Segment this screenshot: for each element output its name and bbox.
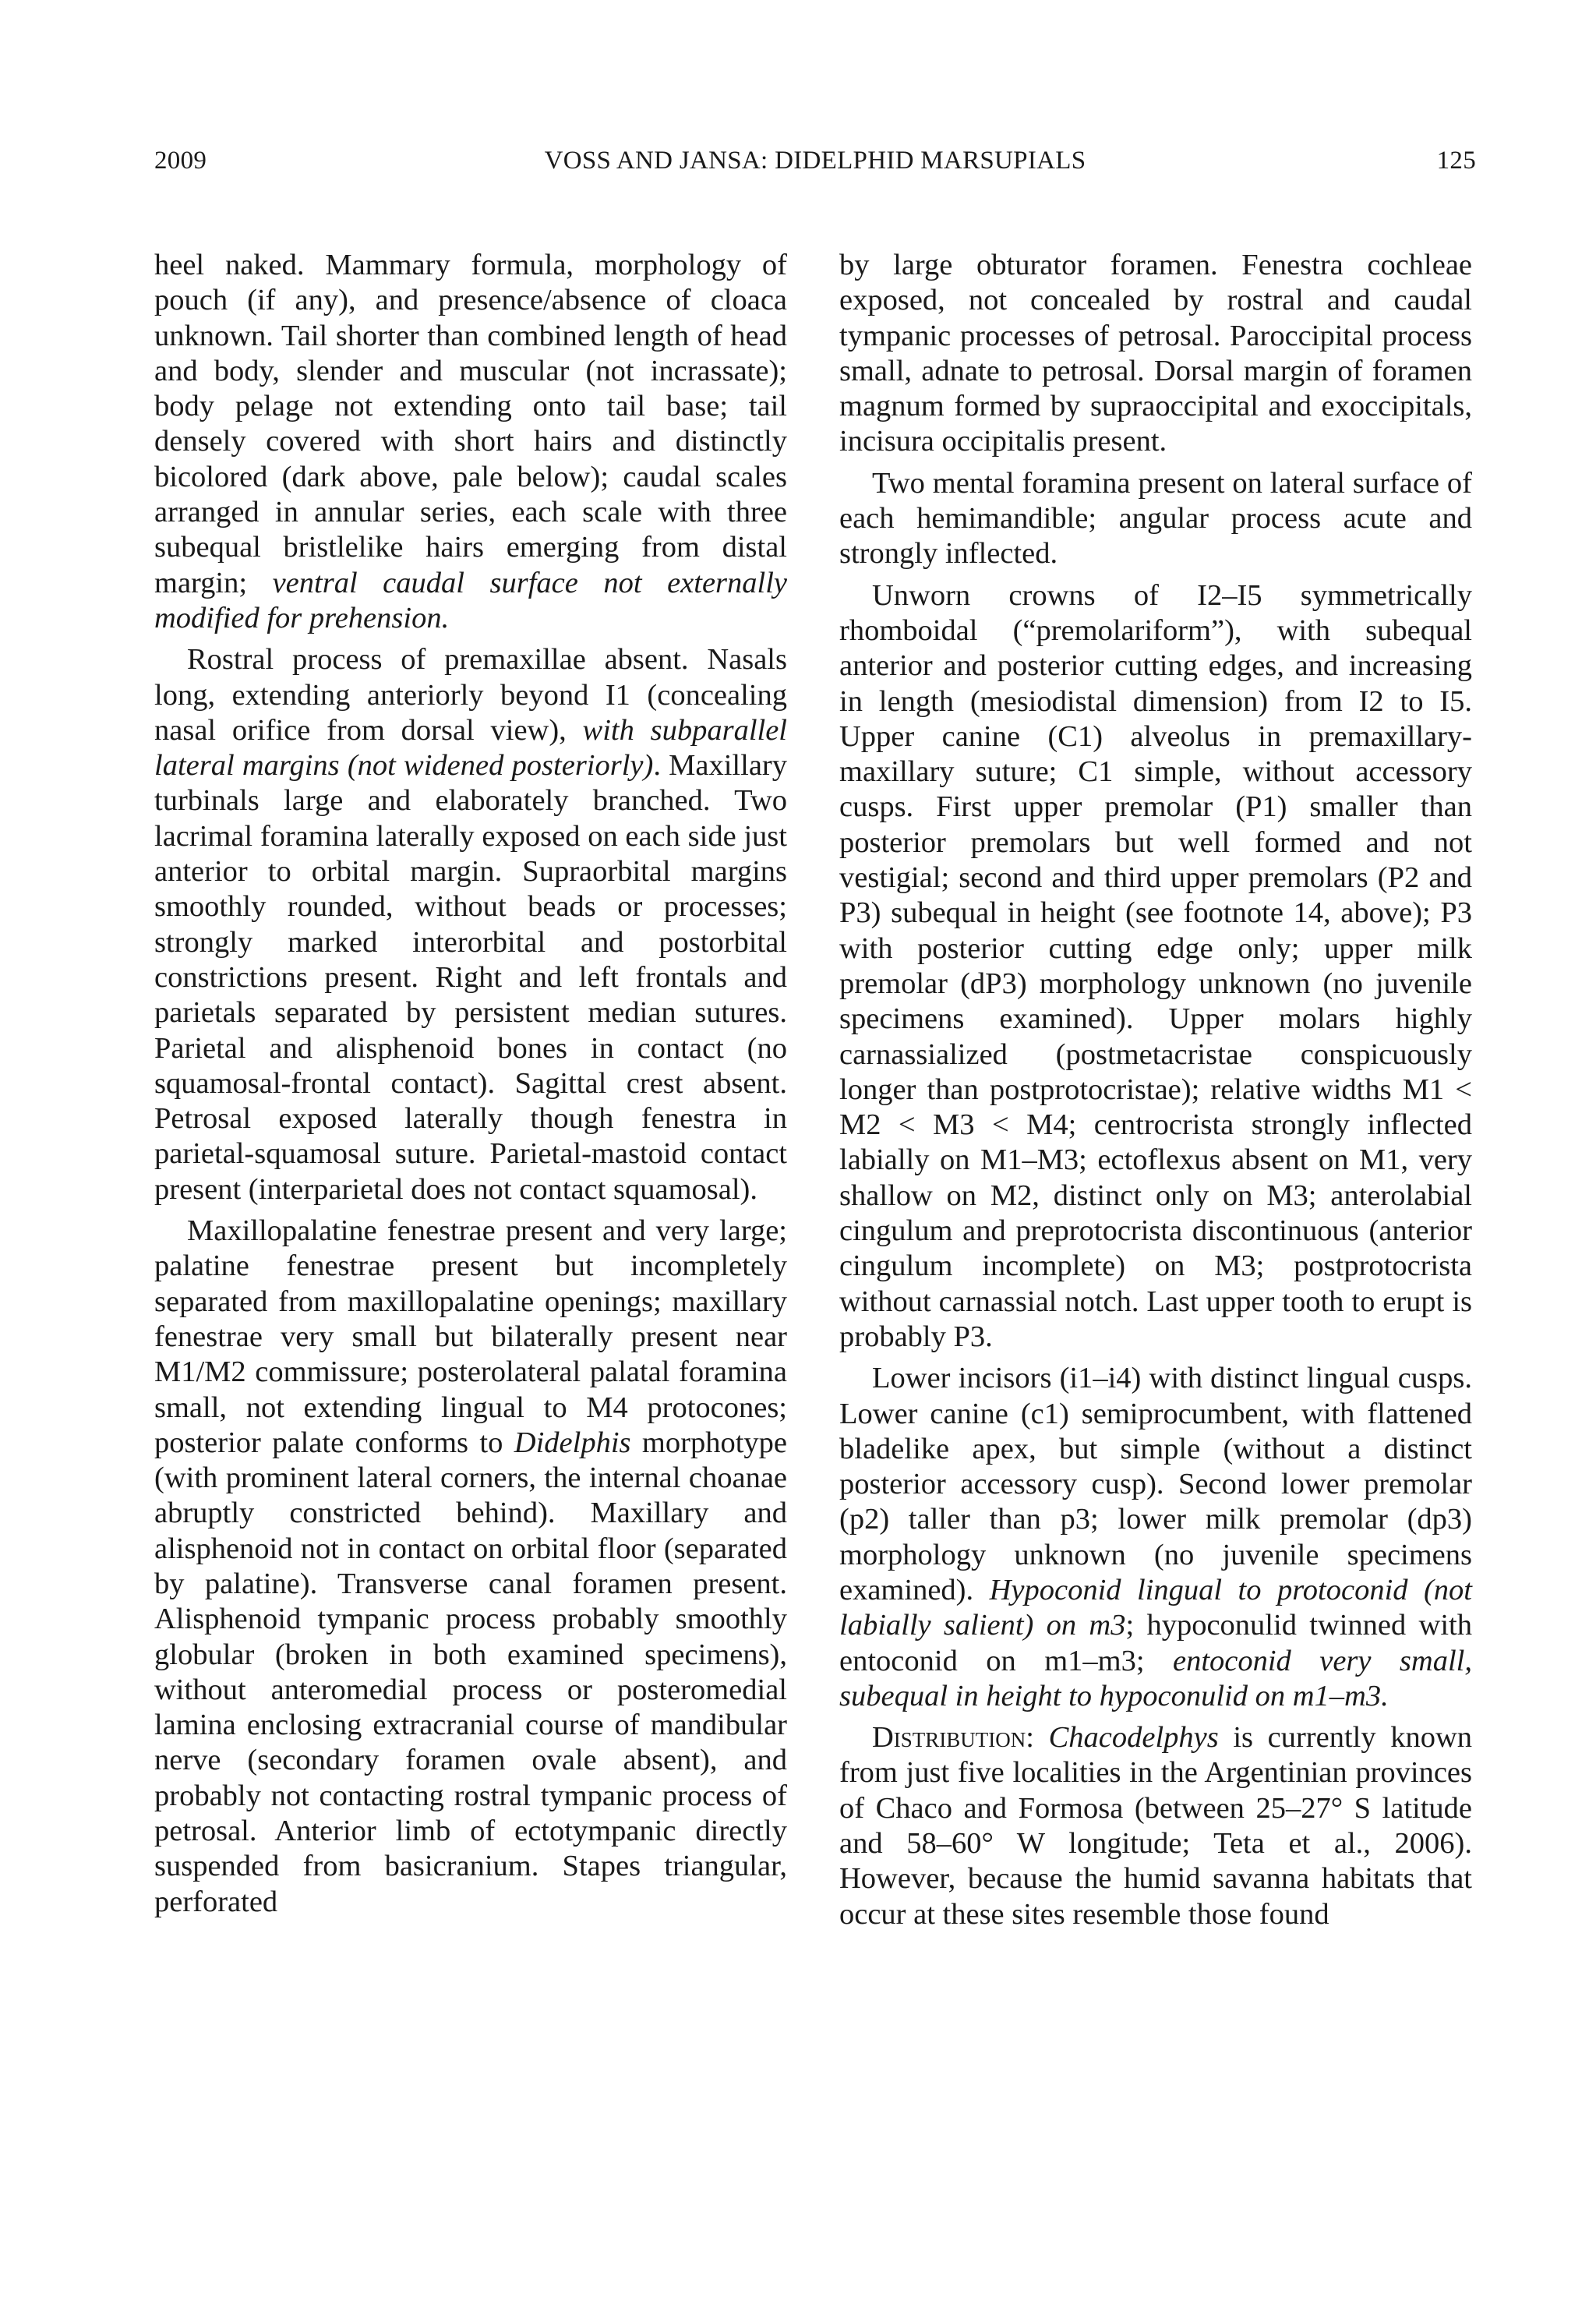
genus-name: Chacodelphys bbox=[1048, 1721, 1219, 1755]
header-year: 2009 bbox=[154, 147, 207, 175]
section-label-distribution: Distribution bbox=[872, 1721, 1026, 1755]
italic-text-run: Hypoconid lingual to protoconid (not labially salient) on m3 bbox=[839, 1573, 1473, 1642]
text-run: Lower incisors (i1–i4) with distinct lingual cusps. Lower canine (c1) semiprocumbent, with flattened bladelike apex, but simple (without a distinct posterior accessory cusp). Second lower premolar (p2) taller than p3; lower milk premolar (dp3) morphology unknown (no juvenile specimens examined). bbox=[839, 1362, 1472, 1606]
running-header bbox=[154, 147, 1476, 186]
running-title: VOSS AND JANSA: DIDELPHID MARSUPIALS bbox=[544, 147, 1086, 175]
text-run: . Maxillary turbinals large and elaborately branched. Two lacrimal foramina laterally exposed on each side just anterior to orbital margin. Supraorbital margins smoothly rounded, without beads or processes; strongly marked interorbital and postorbital constrictions present. Right and left frontals and parietals separated by persistent median sutures. Parietal and alisphenoid bones in contact (no squamosal-frontal contact). Sagittal crest absent. Petrosal exposed laterally though fenestra in parietal-squamosal suture. Parietal-mastoid contact present (interparietal does not contact squamosal). bbox=[154, 749, 787, 1206]
italic-text-run: with subparallel lateral margins (not widened posteriorly) bbox=[154, 713, 787, 783]
paragraph: Two mental foramina present on lateral surface of each hemimandible; angular process acute and strongly inflected. bbox=[839, 466, 1472, 571]
text-run: ; hypoconulid twinned with entoconid on m1–m3; bbox=[839, 1609, 1472, 1677]
italic-text-run: ventral caudal surface not externally modified for prehension. bbox=[154, 566, 788, 634]
paragraph: Unworn crowns of I2–I5 symmetrically rhomboidal (“premolariform”), with subequal anterior and posterior cutting edges, and increasing in length (mesiodistal dimension) from I2 to I5. Upper canine (C1) alveolus in premaxillary-maxillary suture; C1 simple, without accessory cusps. First upper premolar (P1) smaller than posterior premolars but well formed and not vestigial; second and third upper premolars (P2 and P3) subequal in height (see footnote 14, above); P3 with posterior cutting edge only; upper milk premolar (dP3) morphology unknown (no juvenile specimens examined). Upper molars highly carnassialized (postmetacristae conspicuously longer than postprotocristae); relative widths M1 < M2 < M3 < M4; centrocrista strongly inflected labially on M1–M3; ectoflexus absent on M1, very shallow on M2, distinct only on M3; anterolabial cingulum and preprotocrista discontinuous (anterior cingulum incomplete) on M3; postprotocrista without carnassial notch. Last upper tooth to erupt is probably P3. bbox=[839, 578, 1472, 1353]
left-column bbox=[154, 248, 787, 1926]
right-column bbox=[839, 248, 1472, 1939]
paragraph bbox=[154, 1214, 787, 1920]
text-run: morphotype (with prominent lateral corners, the internal choanae abruptly constricted behind). Maxillary and alisphenoid not in contact on orbital floor (separated by palatine). Transverse canal foramen present. Alisphenoid tympanic process probably smoothly globular (broken in both examined specimens), without anteromedial process or posteromedial lamina enclosing extracranial course of mandibular nerve (secondary foramen ovale absent), and probably not contacting rostral tympanic process of petrosal. Anterior limb of ectotympanic directly suspended from basicranium. Stapes triangular, perforated bbox=[154, 1426, 787, 1918]
text-run: Rostral process of premaxillae absent. Nasals long, extending anteriorly beyond I1 (concealing nasal orifice from dorsal view), bbox=[154, 643, 787, 747]
paragraph: by large obturator foramen. Fenestra cochleae exposed, not concealed by rostral and caudal tympanic processes of petrosal. Paroccipital process small, adnate to petrosal. Dorsal margin of foramen magnum formed by supraoccipital and exoccipitals, incisura occipitalis present. bbox=[839, 249, 1472, 458]
page-number: 125 bbox=[1436, 147, 1476, 175]
paragraph bbox=[839, 1720, 1472, 1932]
text-run: is currently known from just five localities in the Argentinian provinces of Chaco and Formosa (between 25–27° S latitude and 58–60° W longitude; Teta et al., 2006). However, because the humid savanna habitats that occur at these sites resemble those found bbox=[839, 1721, 1472, 1931]
text-run: heel naked. Mammary formula, morphology of pouch (if any), and presence/absence of cloaca unknown. Tail shorter than combined length of head and body, slender and muscular (not incrassate); body pelage not extending onto tail base; tail densely covered with short hairs and distinctly bicolored (dark above, pale below); caudal scales arranged in annular series, each scale with three subequal bristlelike hairs emerging from distal margin; bbox=[154, 249, 787, 599]
text-run: : bbox=[1026, 1721, 1049, 1755]
paragraph bbox=[154, 248, 787, 636]
italic-text-run: entoconid very small, subequal in height to hypoconulid on m1–m3. bbox=[839, 1644, 1472, 1712]
paragraph bbox=[154, 642, 787, 1207]
paragraph bbox=[839, 1361, 1472, 1714]
italic-text-run: Didelphis bbox=[514, 1426, 631, 1459]
text-run: Maxillopalatine fenestrae present and very large; palatine fenestrae present but incompletely separated from maxillopalatine openings; maxillary fenestrae very small but bilaterally present near M1/M2 commissure; posterolateral palatal foramina small, not extending lingual to M4 protocones; posterior palate conforms to bbox=[154, 1214, 787, 1459]
